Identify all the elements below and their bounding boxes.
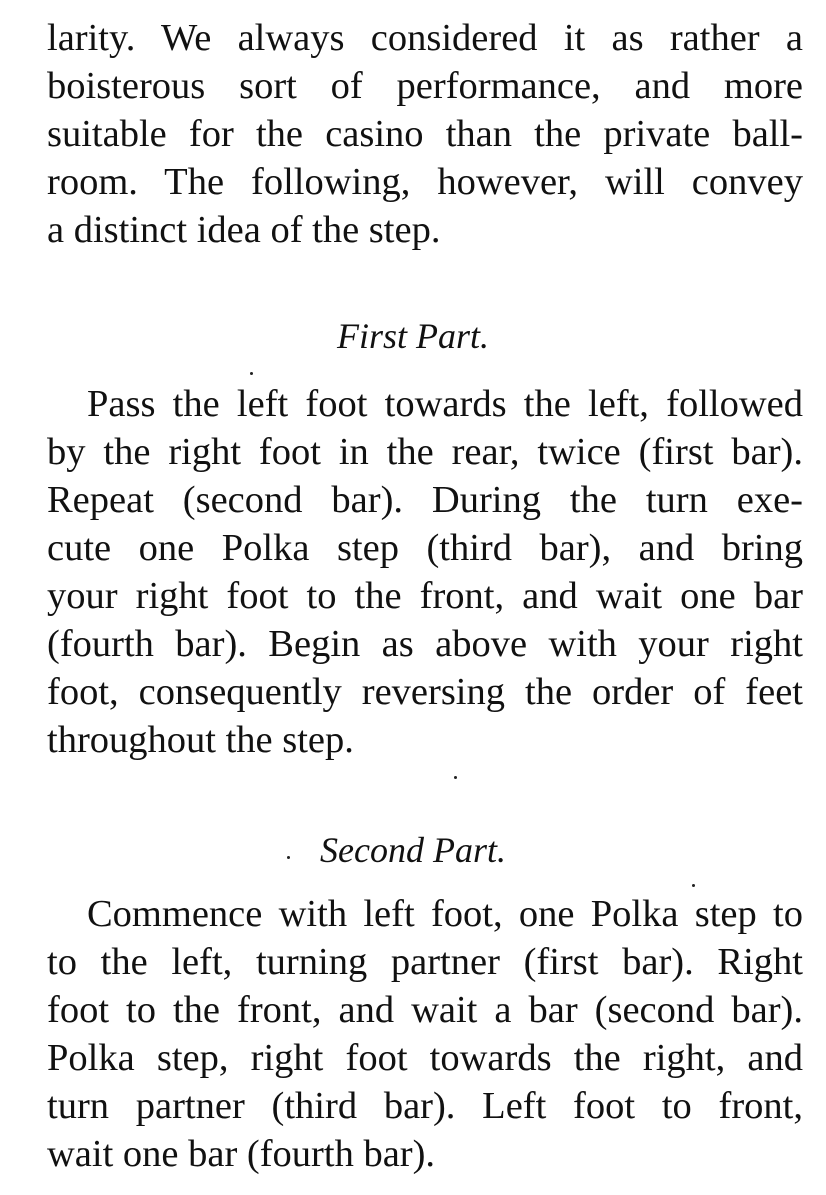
text-line: by the right foot in the rear, twice (first bar). [47, 431, 803, 473]
text-line: room. The following, however, will convey [47, 161, 803, 203]
ink-speck [287, 856, 290, 859]
text-line: throughout the step. [47, 719, 354, 761]
section-heading-first-part: First Part. [336, 316, 489, 356]
ink-speck [454, 776, 457, 779]
text-line: wait one bar (fourth bar). [47, 1133, 436, 1175]
text-line: Commence with left foot, one Polka step to [87, 893, 803, 935]
text-line: your right foot to the front, and wait one bar [47, 575, 803, 617]
text-line: foot to the front, and wait a bar (second bar). [47, 989, 803, 1031]
text-line: larity. We always considered it as rather a [47, 17, 803, 59]
ink-speck [250, 372, 253, 375]
ink-speck [692, 884, 695, 887]
text-line: Repeat (second bar). During the turn exe- [47, 479, 803, 521]
text-line: (fourth bar). Begin as above with your right [47, 623, 803, 665]
text-line: foot, consequently reversing the order of feet [47, 671, 803, 713]
text-line: turn partner (third bar). Left foot to front, [47, 1085, 803, 1127]
text-line: to the left, turning partner (first bar). Right [47, 941, 803, 983]
section-heading-second-part: Second Part. [320, 830, 506, 870]
text-line: suitable for the casino than the private ball- [47, 113, 803, 155]
text-line: a distinct idea of the step. [47, 209, 441, 251]
text-line: cute one Polka step (third bar), and bring [47, 527, 803, 569]
text-line: boisterous sort of performance, and more [47, 65, 803, 107]
text-line: Pass the left foot towards the left, followed [87, 383, 803, 425]
text-line: Polka step, right foot towards the right, and [47, 1037, 803, 1079]
